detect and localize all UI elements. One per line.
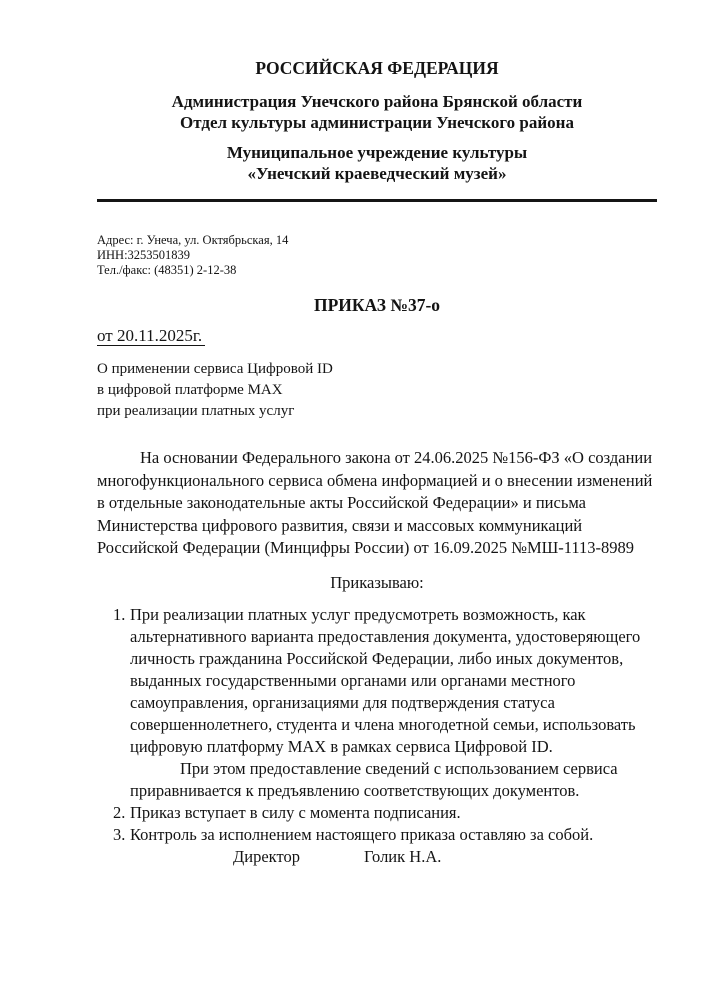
order-item-1 [97,604,657,802]
subject-line-3: при реализации платных услуг [97,403,295,419]
order-date-text: от 20.11.2025г. [97,326,205,346]
divider-line [97,199,657,202]
item-number: 1. [113,605,126,624]
order-preamble: На основании Федерального закона от 24.06.2025 №156-ФЗ «О создании многофункционального сервиса обмена информацией и о внесении изменений в отдельные законодательные акты Российской Федерации» и письма Министерства цифрового развития, связи и массовых коммуникаций Российской Федерации (Минцифры России) от 16.09.2025 №МШ-1113-8989 [97,448,653,557]
item-text: При реализации платных услуг предусмотреть возможность, как альтернативного варианта предоставления документа, удостоверяющего личность гражданина Российской Федерации, либо иных документов, выданных государственными органами или органами местного самоуправления, организациями для подтверждения статуса совершеннолетнего, студента и члена многодетной семьи, использовать цифровую платформу MAX в рамках сервиса Цифровой ID. [130,605,641,756]
subject-line-2: в цифровой платформе MAX [97,382,283,398]
order-subject [97,359,657,422]
letterhead [97,58,657,184]
contact-phone: Тел./факс: (48351) 2-12-38 [97,263,237,277]
order-item-2 [97,802,657,824]
contact-inn: ИНН:3253501839 [97,248,191,262]
item-continuation: При этом предоставление сведений с использованием сервиса приравнивается к предъявлению соответствующих документов. [130,759,618,800]
letterhead-org-line2: Отдел культуры администрации Унечского района [180,113,574,132]
order-item-3 [97,824,657,846]
signature-position: Директор [233,847,300,866]
letterhead-org-line1: Администрация Унечского района Брянской области [171,92,583,111]
order-items [97,604,657,846]
contact-block [97,233,657,278]
order-title: ПРИКАЗ №37-о [313,295,441,315]
item-number: 3. [113,825,126,844]
letterhead-org-line3: Муниципальное учреждение культуры [226,143,528,162]
command-word: Приказываю: [330,572,424,592]
item-number: 2. [113,803,126,822]
item-text: Контроль за исполнением настоящего приказа оставляю за собой. [130,825,594,844]
letterhead-country: РОССИЙСКАЯ ФЕДЕРАЦИЯ [255,58,499,78]
contact-address: Адрес: г. Унеча, ул. Октябрьская, 14 [97,233,289,247]
letterhead-org-line4: «Унечский краеведческий музей» [247,164,507,183]
order-date [97,325,657,346]
subject-line-1: О применении сервиса Цифровой ID [97,361,333,377]
item-text: Приказ вступает в силу с момента подписания. [130,803,461,822]
signature-name: Голик Н.А. [363,847,442,866]
signature-line [97,846,657,868]
